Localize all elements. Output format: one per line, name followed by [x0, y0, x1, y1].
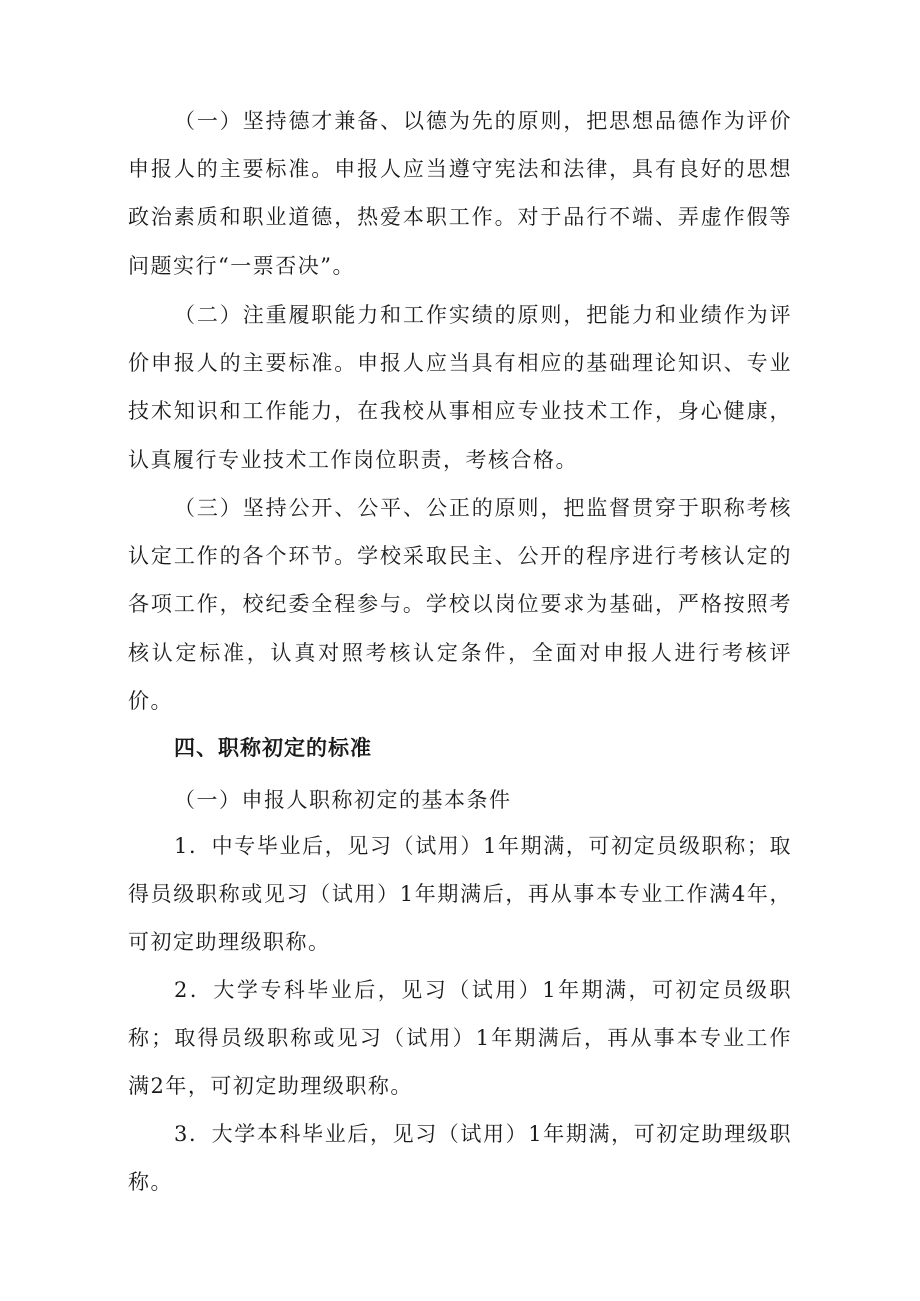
condition-item-2: 2．大学专科毕业后，见习（试用）1年期满，可初定员级职称；取得员级职称或见习（试用）1年期满后，再从事本专业工作满2年，可初定助理级职称。 [128, 978, 792, 1099]
principle-paragraph-3: （三）坚持公开、公平、公正的原则，把监督贯穿于职称考核认定工作的各个环节。学校采取民主、公开的程序进行考核认定的各项工作，校纪委全程参与。学校以岗位要求为基础，严格按照考核认定标准，认真对照考核认定条件，全面对申报人进行考核评价。 [128, 496, 792, 713]
principle-paragraph-2: （二）注重履职能力和工作实绩的原则，把能力和业绩作为评价申报人的主要标准。申报人应当具有相应的基础理论知识、专业技术知识和工作能力，在我校从事相应专业技术工作，身心健康，认真履行专业技术工作岗位职责，考核合格。 [128, 303, 792, 472]
subsection-heading: （一）申报人职称初定的基本条件 [174, 788, 512, 812]
principle-paragraph-1: （一）坚持德才兼备、以德为先的原则，把思想品德作为评价申报人的主要标准。申报人应当遵守宪法和法律，具有良好的思想政治素质和职业道德，热爱本职工作。对于品行不端、弄虚作假等问题实行“一票否决”。 [128, 109, 792, 278]
condition-item-3: 3．大学本科毕业后，见习（试用）1年期满，可初定助理级职称。 [128, 1122, 792, 1195]
condition-item-1: 1．中专毕业后，见习（试用）1年期满，可初定员级职称；取得员级职称或见习（试用）1年期满后，再从事本专业工作满4年，可初定助理级职称。 [128, 834, 792, 955]
section-heading: 四、职称初定的标准 [174, 736, 372, 760]
